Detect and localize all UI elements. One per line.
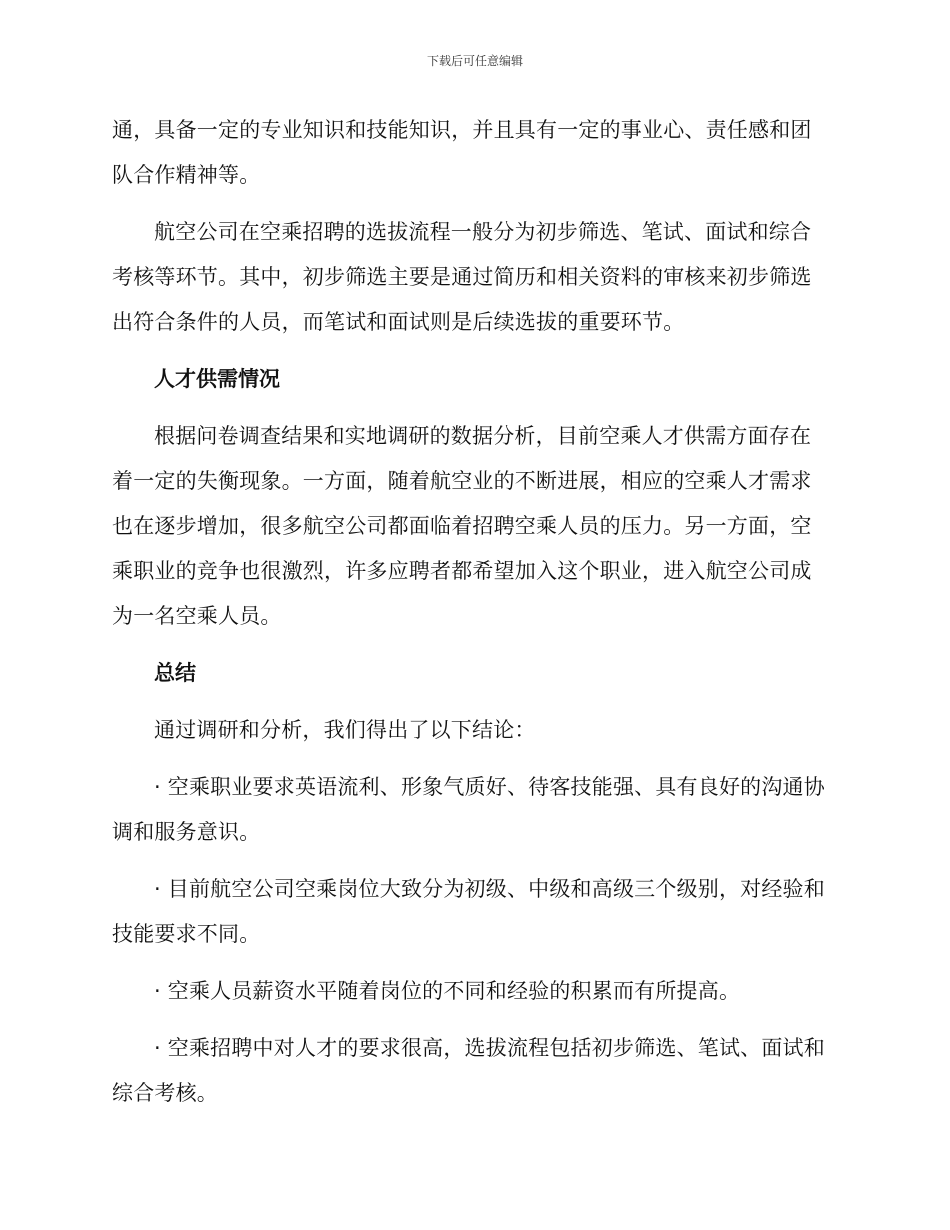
bullet-item: · 空乘人员薪资水平随着岗位的不同和经验的积累而有所提高。 [154, 979, 741, 1003]
paragraph-continuation: 通，具备一定的专业知识和技能知识，并且具有一定的事业心、责任感和团队合作精神等。 [112, 118, 812, 187]
bullet-item: · 目前航空公司空乘岗位大致分为初级、中级和高级三个级别，对经验和技能要求不同。 [112, 877, 825, 946]
paragraph-selection-process: 航空公司在空乘招聘的选拔流程一般分为初步筛选、笔试、面试和综合考核等环节。其中，初步筛选主要是通过简历和相关资料的审核来初步筛选出符合条件的人员，而笔试和面试则是后续选拔的重要环节。 [112, 220, 812, 334]
document-body [112, 108, 832, 1128]
section-heading-summary: 总结 [154, 661, 196, 685]
bullet-item: · 空乘职业要求英语流利、形象气质好、待客技能强、具有良好的沟通协调和服务意识。 [112, 775, 825, 844]
paragraph-supply-demand: 根据问卷调查结果和实地调研的数据分析，目前空乘人才供需方面存在着一定的失衡现象。一方面，随着航空业的不断进展，相应的空乘人才需求也在逐步增加，很多航空公司都面临着招聘空乘人员的压力。另一方面，空乘职业的竞争也很激烈，许多应聘者都希望加入这个职业，进入航空公司成为一名空乘人员。 [112, 424, 812, 628]
page-header: 下载后可任意编辑 [426, 54, 523, 68]
paragraph-conclusion-intro: 通过调研和分析，我们得出了以下结论： [154, 718, 536, 742]
section-heading-talent-supply: 人才供需情况 [154, 367, 280, 391]
bullet-item: · 空乘招聘中对人才的要求很高，选拔流程包括初步筛选、笔试、面试和综合考核。 [112, 1036, 825, 1105]
